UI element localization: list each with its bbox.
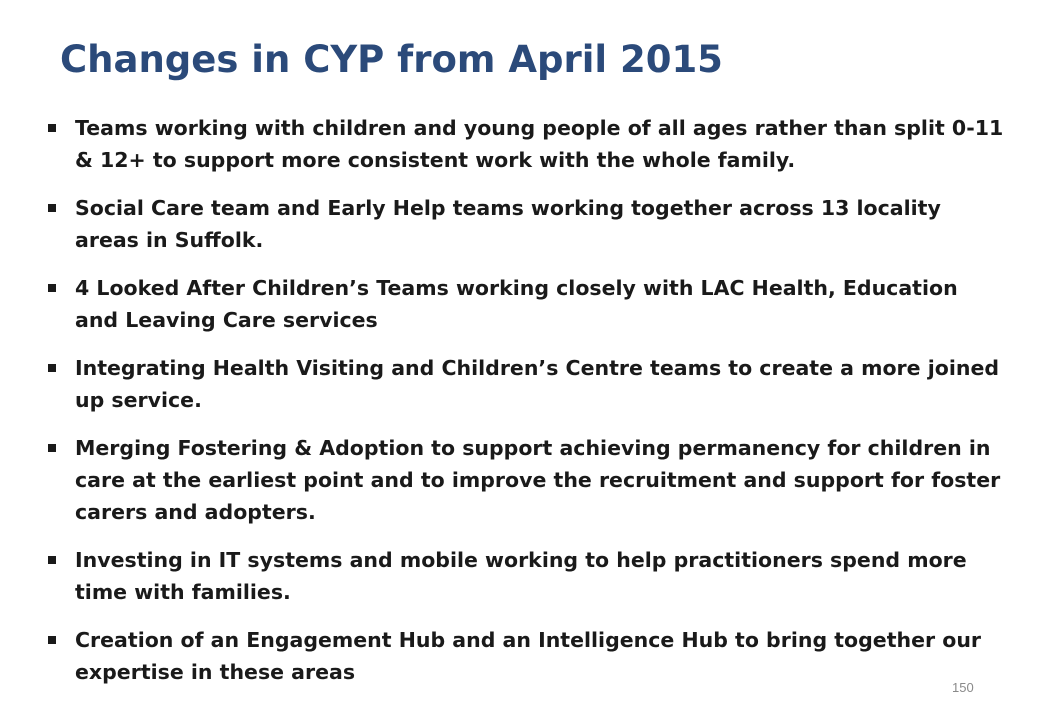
bullet-text: Creation of an Engagement Hub and an Intelligence Hub to bring together our expertise in these areas: [75, 628, 982, 684]
square-bullet-icon: [48, 364, 56, 372]
bullet-text: Teams working with children and young people of all ages rather than split 0-11 & 12+ to support more consistent work with the whole family.: [75, 116, 1004, 172]
bullet-item: [46, 624, 1006, 688]
bullet-text: Merging Fostering & Adoption to support achieving permanency for children in care at the earliest point and to improve the recruitment and support for foster carers and adopters.: [75, 436, 1001, 524]
bullet-text: Integrating Health Visiting and Children’s Centre teams to create a more joined up service.: [75, 356, 1000, 412]
bullet-item: [46, 352, 1006, 416]
bullet-text: 4 Looked After Children’s Teams working closely with LAC Health, Education and Leaving Care services: [75, 276, 958, 332]
square-bullet-icon: [48, 636, 56, 644]
bullet-item: [46, 192, 1006, 256]
bullet-list: [46, 112, 1006, 704]
bullet-item: [46, 432, 1006, 528]
bullet-text: Investing in IT systems and mobile working to help practitioners spend more time with families.: [75, 548, 967, 604]
bullet-item: [46, 112, 1006, 176]
bullet-item: [46, 544, 1006, 608]
square-bullet-icon: [48, 444, 56, 452]
square-bullet-icon: [48, 124, 56, 132]
bullet-item: [46, 272, 1006, 336]
square-bullet-icon: [48, 284, 56, 292]
bullet-text: Social Care team and Early Help teams working together across 13 locality areas in Suffolk.: [75, 196, 941, 252]
square-bullet-icon: [48, 556, 56, 564]
square-bullet-icon: [48, 204, 56, 212]
page-number: 150: [952, 680, 974, 695]
slide-title: Changes in CYP from April 2015: [60, 38, 723, 81]
